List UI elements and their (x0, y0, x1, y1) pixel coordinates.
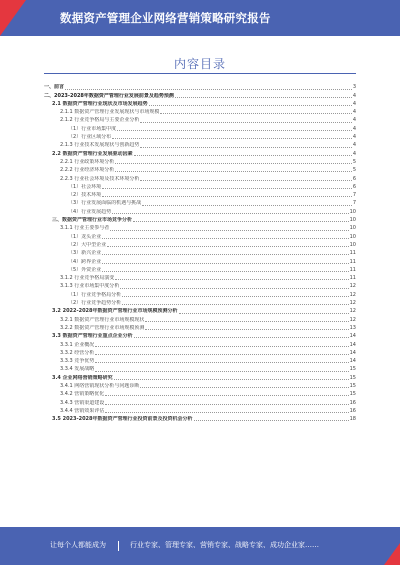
toc-entry-page: 7 (352, 200, 356, 207)
toc-leader-dots (160, 113, 351, 114)
toc-entry-page: 4 (352, 100, 356, 107)
toc-entry-label: （2）大中型企业 (68, 241, 107, 248)
toc-entry[interactable] (44, 241, 356, 249)
toc-entry-page: 12 (349, 300, 356, 307)
toc-leader-dots (194, 420, 349, 421)
toc-entry[interactable] (44, 166, 356, 174)
toc-entry[interactable] (44, 183, 356, 191)
toc-entry-page: 14 (349, 349, 356, 356)
toc-entry-page: 15 (349, 366, 356, 373)
toc-entry-label: 3.3.1 企业概况 (60, 341, 95, 348)
toc-leader-dots (110, 230, 348, 231)
toc-leader-dots (95, 371, 348, 372)
toc-leader-dots (65, 89, 352, 90)
toc-leader-dots (122, 296, 348, 297)
toc-leader-dots (120, 288, 348, 289)
toc-entry-page: 15 (349, 391, 356, 398)
toc-entry-page: 6 (352, 175, 356, 182)
toc-entry[interactable] (44, 83, 356, 91)
toc-entry-label: 2.2.3 行业社会环境及技术环境分析 (60, 175, 140, 182)
toc-entry-label: （4）行业发展趋势 (68, 208, 112, 215)
toc-entry-label: 2.1.3 行业技术发展现状与创新趋势 (60, 142, 140, 149)
toc-entry-label: （1）社会环境 (68, 183, 102, 190)
toc-leader-dots (105, 404, 348, 405)
toc-entry-page: 4 (352, 142, 356, 149)
toc-entry-label: 2.2 数据资产管理行业发展驱动因素 (52, 150, 133, 157)
toc-entry-label: 3.2.2 数据资产管理行业市场规模预测 (60, 324, 145, 331)
toc-leader-dots (102, 271, 348, 272)
toc-entry-label: 3.1.3 行业市场集中度分析 (60, 283, 120, 290)
toc-entry-page: 6 (352, 183, 356, 190)
toc-entry[interactable] (44, 124, 356, 132)
toc-entry-page: 10 (349, 217, 356, 224)
toc-entry[interactable] (44, 324, 356, 332)
toc-leader-dots (140, 387, 348, 388)
toc-entry-label: 3.3.3 竞争优势 (60, 358, 95, 365)
toc-leader-dots (102, 254, 348, 255)
toc-entry-label: 3.4.1 网络营销现状分析与问题诊断 (60, 382, 140, 389)
toc-leader-dots (112, 213, 348, 214)
toc-entry-label: （2）行业区域分布 (68, 134, 112, 141)
toc-entry[interactable] (44, 207, 356, 215)
toc-entry[interactable] (44, 100, 356, 108)
toc-leader-dots (134, 155, 352, 156)
footer-corner-accent (384, 543, 400, 565)
toc-entry-page: 4 (352, 150, 356, 157)
toc-entry[interactable] (44, 133, 356, 141)
toc-entry[interactable] (44, 174, 356, 182)
toc-entry-label: （1）龙头企业 (68, 233, 102, 240)
toc-leader-dots (122, 304, 348, 305)
toc-entry[interactable] (44, 116, 356, 124)
toc-entry-page: 4 (352, 117, 356, 124)
toc-entry-label: （2）行业竞争趋势分析 (68, 300, 122, 307)
toc-entry[interactable] (44, 249, 356, 257)
toc-leader-dots (175, 97, 352, 98)
toc-leader-dots (95, 346, 348, 347)
toc-heading: 内容目录 (173, 57, 226, 71)
toc-entry-page: 14 (349, 358, 356, 365)
toc-entry-page: 14 (349, 333, 356, 340)
toc-leader-dots (105, 395, 348, 396)
toc-leader-dots (179, 313, 349, 314)
toc-entry-page: 4 (352, 92, 356, 99)
toc-entry-page: 10 (349, 241, 356, 248)
toc-entry-label: 3.2 2022-2028年数据资产管理行业市场规模预测分析 (52, 308, 178, 315)
toc-entry[interactable] (44, 398, 356, 406)
toc-entry-page: 12 (349, 308, 356, 315)
toc-entry[interactable] (44, 232, 356, 240)
toc-leader-dots (112, 138, 352, 139)
toc-entry[interactable] (44, 224, 356, 232)
toc-leader-dots (149, 105, 352, 106)
toc-entry[interactable] (44, 290, 356, 298)
toc-entry-label: （4）跨界企业 (68, 258, 102, 265)
footer-banner (0, 527, 400, 565)
toc-entry-page: 5 (352, 158, 356, 165)
report-title: 数据资产管理企业网络营销策略研究报告 (60, 11, 271, 25)
toc-entry[interactable] (44, 91, 356, 99)
toc-entry-page: 7 (352, 192, 356, 199)
toc-entry-label: 2.1.2 行业竞争格局与主要企业分析 (60, 117, 140, 124)
toc-leader-dots (145, 329, 348, 330)
toc-entry-label: （3）新兴企业 (68, 250, 102, 257)
toc-leader-dots (140, 180, 351, 181)
toc-entry-label: 3.1.2 行业竞争格局演变 (60, 275, 115, 282)
toc-entry-label: 3.4 企业网络营销策略研究 (52, 374, 113, 381)
toc-entry-label: 2.1.1 数据资产管理行业发展现状与市场规模 (60, 109, 160, 116)
toc-leader-dots (105, 412, 348, 413)
toc-leader-dots (102, 196, 352, 197)
toc-entry-page: 10 (349, 225, 356, 232)
toc-entry[interactable] (44, 108, 356, 116)
toc-entry-page: 4 (352, 125, 356, 132)
toc-entry-label: 三、数据资产管理行业市场竞争分析 (52, 217, 133, 224)
header-corner-accent (0, 0, 26, 36)
toc-entry-page: 16 (349, 407, 356, 414)
toc-entry-page: 10 (349, 208, 356, 215)
toc-entry[interactable] (44, 373, 356, 381)
toc-entry-page: 4 (352, 109, 356, 116)
toc-entry-label: 3.5 2023-2028年数据资产管理行业投资前景及投资机会分析 (52, 416, 193, 423)
toc-entry-page: 4 (352, 134, 356, 141)
toc-entry-label: （5）外资企业 (68, 266, 102, 273)
toc-entry-label: 3.4.2 营销策略优化 (60, 391, 105, 398)
toc-entry[interactable] (44, 349, 356, 357)
toc-entry-label: 3.4.4 营销效果评估 (60, 407, 105, 414)
toc-leader-dots (145, 321, 348, 322)
toc-entry[interactable] (44, 149, 356, 157)
table-of-contents (44, 83, 356, 423)
toc-entry-page: 11 (349, 275, 356, 282)
toc-entry-label: 3.1.1 行业主要参与者 (60, 225, 110, 232)
toc-leader-dots (117, 130, 352, 131)
toc-entry[interactable] (44, 274, 356, 282)
footer-slogan-roles: 行业专家、管理专家、营销专家、战略专家、成功企业家…… (130, 541, 319, 549)
toc-entry[interactable] (44, 282, 356, 290)
toc-entry[interactable] (44, 332, 356, 340)
toc-entry-page: 3 (352, 84, 356, 91)
toc-entry[interactable] (44, 340, 356, 348)
toc-entry[interactable] (44, 382, 356, 390)
toc-entry-page: 11 (349, 266, 356, 273)
toc-entry-label: 3.3.4 发展战略 (60, 366, 95, 373)
toc-leader-dots (107, 246, 348, 247)
toc-entry-label: （1）行业市场集中度 (68, 125, 117, 132)
toc-entry[interactable] (44, 357, 356, 365)
toc-leader-dots (95, 362, 348, 363)
toc-entry[interactable] (44, 257, 356, 265)
footer-divider (118, 541, 119, 551)
toc-entry-label: 二、2023-2028年数据资产管理行业发展前景及趋势预测 (44, 92, 174, 99)
toc-entry[interactable] (44, 415, 356, 423)
toc-leader-dots (133, 221, 349, 222)
toc-entry-page: 14 (349, 341, 356, 348)
toc-entry-label: 3.3.2 经营分析 (60, 349, 95, 356)
toc-entry[interactable] (44, 365, 356, 373)
toc-leader-dots (114, 379, 349, 380)
toc-entry-page: 11 (349, 258, 356, 265)
toc-entry-label: 2.1 数据资产管理行业现状及市场发展趋势 (52, 100, 148, 107)
toc-entry-label: （2）技术环境 (68, 192, 102, 199)
toc-entry-page: 11 (349, 250, 356, 257)
toc-entry-label: 2.2.2 行业经济环境分析 (60, 167, 115, 174)
toc-entry[interactable] (44, 199, 356, 207)
toc-entry-page: 12 (349, 291, 356, 298)
toc-entry[interactable] (44, 299, 356, 307)
toc-entry-page: 5 (352, 167, 356, 174)
toc-divider (44, 73, 356, 74)
toc-entry-label: 3.4.3 营销渠道建设 (60, 399, 105, 406)
toc-entry-page: 18 (349, 416, 356, 423)
toc-entry-page: 15 (349, 382, 356, 389)
toc-entry[interactable] (44, 390, 356, 398)
toc-entry[interactable] (44, 141, 356, 149)
toc-entry[interactable] (44, 315, 356, 323)
toc-entry-label: 3.2.1 数据资产管理行业市场规模现状 (60, 316, 145, 323)
toc-leader-dots (115, 171, 352, 172)
toc-entry-label: 一、前言 (44, 84, 65, 91)
toc-leader-dots (140, 122, 351, 123)
toc-entry-label: 3.3 数据资产管理行业重点企业分析 (52, 333, 133, 340)
toc-entry-page: 12 (349, 316, 356, 323)
footer-slogan-lead: 让每个人都能成为 (50, 541, 106, 549)
toc-entry[interactable] (44, 266, 356, 274)
toc-leader-dots (142, 205, 352, 206)
toc-entry[interactable] (44, 216, 356, 224)
toc-leader-dots (102, 238, 348, 239)
toc-leader-dots (115, 163, 352, 164)
toc-entry-label: （3）行业发展面临的机遇与挑战 (68, 200, 142, 207)
toc-leader-dots (134, 337, 349, 338)
toc-entry-page: 10 (349, 233, 356, 240)
toc-leader-dots (115, 279, 348, 280)
toc-entry[interactable] (44, 158, 356, 166)
toc-entry[interactable] (44, 407, 356, 415)
toc-entry-page: 13 (349, 324, 356, 331)
header-banner (0, 0, 400, 36)
toc-entry-label: 2.2.1 行业政策环境分析 (60, 158, 115, 165)
toc-leader-dots (102, 263, 348, 264)
toc-entry[interactable] (44, 307, 356, 315)
toc-entry[interactable] (44, 191, 356, 199)
toc-leader-dots (140, 147, 351, 148)
toc-entry-page: 16 (349, 399, 356, 406)
toc-entry-label: （1）行业竞争格局分析 (68, 291, 122, 298)
toc-leader-dots (102, 188, 352, 189)
toc-entry-page: 12 (349, 283, 356, 290)
toc-entry-page: 15 (349, 374, 356, 381)
toc-leader-dots (95, 354, 348, 355)
